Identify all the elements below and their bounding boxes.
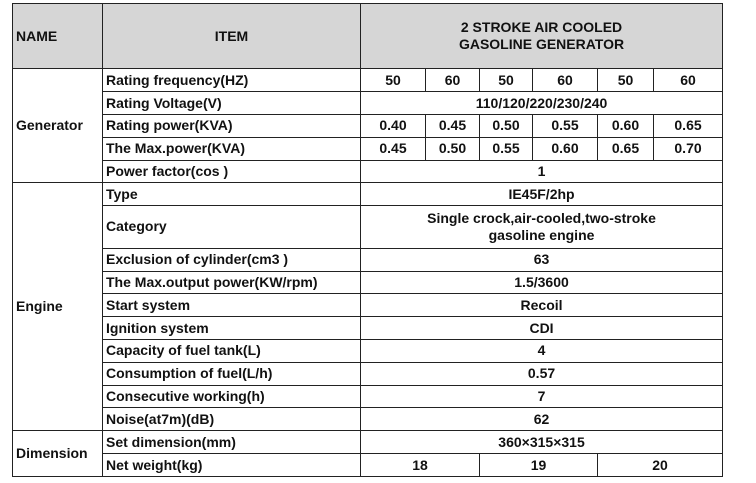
header-row: [13, 4, 723, 69]
row-label: Noise(at7m)(dB): [103, 408, 361, 431]
cell-value: 50: [361, 69, 426, 92]
table-row: [13, 114, 723, 137]
cell-value: 62: [361, 408, 723, 431]
row-label: Capacity of fuel tank(L): [103, 339, 361, 362]
cell-value: 0.65: [598, 137, 654, 160]
cell-value: 0.50: [426, 137, 480, 160]
cell-value: Recoil: [361, 294, 723, 317]
row-label: Type: [103, 183, 361, 206]
row-label: The Max.output power(KW/rpm): [103, 271, 361, 294]
cell-value: 0.57: [361, 362, 723, 385]
cell-value: 1: [361, 160, 723, 183]
cell-value: 50: [480, 69, 533, 92]
table-row: [13, 339, 723, 362]
cell-value: IE45F/2hp: [361, 183, 723, 206]
header-name: NAME: [13, 4, 103, 69]
table-row: [13, 92, 723, 115]
table-row: [13, 362, 723, 385]
cell-value: 0.60: [533, 137, 598, 160]
table-row: [13, 431, 723, 454]
row-label: Consecutive working(h): [103, 385, 361, 408]
header-product-title: [361, 4, 723, 69]
cell-value: 60: [426, 69, 480, 92]
cell-value: 7: [361, 385, 723, 408]
group-dimension: Dimension: [13, 431, 103, 477]
cell-value: 0.65: [654, 114, 723, 137]
cell-value: CDI: [361, 317, 723, 340]
cell-value: 0.70: [654, 137, 723, 160]
cell-value: 0.55: [533, 114, 598, 137]
group-generator: Generator: [13, 69, 103, 183]
cell-value: 60: [654, 69, 723, 92]
cell-value: 0.60: [598, 114, 654, 137]
table-row: [13, 271, 723, 294]
table-row: [13, 317, 723, 340]
table-row: [13, 248, 723, 271]
cell-value-category: [361, 206, 723, 249]
table-row: [13, 408, 723, 431]
cell-value: 18: [361, 454, 480, 477]
cell-value: 4: [361, 339, 723, 362]
header-item: ITEM: [103, 4, 361, 69]
cell-value: 20: [598, 454, 723, 477]
cell-value: 63: [361, 248, 723, 271]
row-label: Net weight(kg): [103, 454, 361, 477]
cell-value: 50: [598, 69, 654, 92]
row-label: Set dimension(mm): [103, 431, 361, 454]
group-engine: Engine: [13, 183, 103, 431]
row-label: Rating Voltage(V): [103, 92, 361, 115]
cell-value: 19: [480, 454, 598, 477]
row-label: Category: [103, 206, 361, 249]
row-label: Exclusion of cylinder(cm3 ): [103, 248, 361, 271]
row-label: The Max.power(KVA): [103, 137, 361, 160]
category-line1: Single crock,air-cooled,two-stroke: [427, 209, 656, 226]
header-title-line2: GASOLINE GENERATOR: [458, 36, 625, 53]
row-label: Rating power(KVA): [103, 114, 361, 137]
table-row: [13, 183, 723, 206]
row-label: Ignition system: [103, 317, 361, 340]
cell-value: 0.55: [480, 137, 533, 160]
row-label: Power factor(cos ): [103, 160, 361, 183]
cell-value: 1.5/3600: [361, 271, 723, 294]
cell-value: 110/120/220/230/240: [361, 92, 723, 115]
row-label: Consumption of fuel(L/h): [103, 362, 361, 385]
cell-value: 0.40: [361, 114, 426, 137]
table-row: [13, 69, 723, 92]
table-row: [13, 454, 723, 477]
cell-value: 0.45: [426, 114, 480, 137]
cell-value: 360×315×315: [361, 431, 723, 454]
header-title-line1: 2 STROKE AIR COOLED: [460, 19, 623, 36]
table-row: [13, 137, 723, 160]
table-row: [13, 160, 723, 183]
cell-value: 60: [533, 69, 598, 92]
cell-value: 0.45: [361, 137, 426, 160]
table-row: [13, 294, 723, 317]
category-line2: gasoline engine: [488, 226, 595, 243]
row-label: Rating frequency(HZ): [103, 69, 361, 92]
cell-value: 0.50: [480, 114, 533, 137]
row-label: Start system: [103, 294, 361, 317]
table-row: [13, 206, 723, 249]
table-row: [13, 385, 723, 408]
spec-table: [12, 3, 723, 477]
